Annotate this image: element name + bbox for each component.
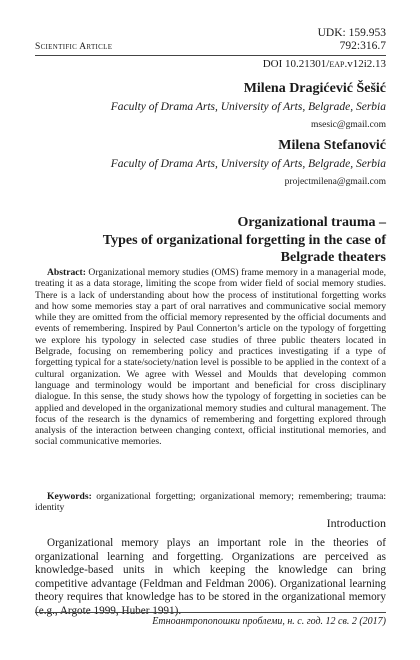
udk-line-1: UDK: 159.953 [317, 27, 386, 39]
keywords-label: Keywords: [47, 491, 92, 502]
doi [263, 58, 386, 70]
introduction-paragraph: Organizational memory plays an important role in the theories of organizational learning and forgetting. Organizations are perceived as knowledge-based units in which keeping the knowledge can bring competitive advantage (Feldman and Feldman 2006). Organizational learning theory requires that knowledge has to be stored in the organizational memory (e.g., Argote 1999, Huber 1991). [35, 537, 386, 617]
journal-footer: Етноантропопошки проблеми, н. с. год. 12 св. 2 (2017) [152, 616, 386, 627]
abstract-label: Abstract: [47, 267, 86, 278]
udk-code [318, 27, 386, 53]
keywords-text: organizational forgetting; organizational memory; remembering; trauma: identity [35, 491, 386, 514]
author-affiliation-2: Faculty of Drama Arts, University of Arts, Belgrade, Serbia [110, 158, 386, 170]
abstract [35, 267, 386, 448]
author-affiliation-1: Faculty of Drama Arts, University of Arts, Belgrade, Serbia [110, 101, 386, 113]
author-name-1: Milena Dragićević Šešić [243, 81, 386, 96]
keywords [35, 491, 386, 514]
udk-line-2: 792:316.7 [339, 40, 386, 52]
abstract-text: Organizational memory studies (OMS) frame memory in a managerial mode, treating it as a data storage, limiting the scope from wider field of social memory studies. There is a lack of understanding about how the process of institutional forgetting works and how some memories stay a part of oral narratives and communicative social memory while they are omitted from the official memory represented by the official documents and events of remembering. Inspired by Paul Connerton’s article on the typology of forgetting we explore his typology in selected case studies of three public theaters located in Belgrade, focusing on remembering policy and practices investigating if a type of forgetting typical for a state/society/nation level is possible to be applied in the context of a cultural organization. We agree with Wessel and Moulds that developing common language and terminology would be important and beneficial for cross disciplinary dialogue. In this sense, the study shows how the typology of forgetting in societies can be applied and developed in the organizational memory studies and cultural management. The focus of the research is the dynamics of remembering and forgetting explored through analysis of the interaction between changing context, official institutional memories, and social communicative memories. [35, 267, 386, 448]
section-label: Scientific Article [35, 42, 113, 52]
title-line-3: Belgrade theaters [280, 250, 386, 265]
footer-divider [35, 612, 386, 613]
doi-journal-code: eap [329, 58, 345, 70]
doi-prefix: DOI 10.21301/ [262, 58, 330, 70]
article-title [35, 214, 386, 267]
title-line-2: Types of organizational forgetting in the case of [102, 232, 386, 248]
author-email-1: msesic@gmail.com [311, 120, 386, 130]
author-email-2: projectmilena@gmail.com [284, 177, 386, 187]
introduction-heading: Introduction [326, 516, 386, 530]
author-name-2: Milena Stefanović [278, 138, 386, 153]
doi-suffix: .v12i2.13 [344, 58, 386, 70]
title-line-1: Organizational trauma – [237, 215, 386, 230]
header-divider [35, 55, 386, 56]
